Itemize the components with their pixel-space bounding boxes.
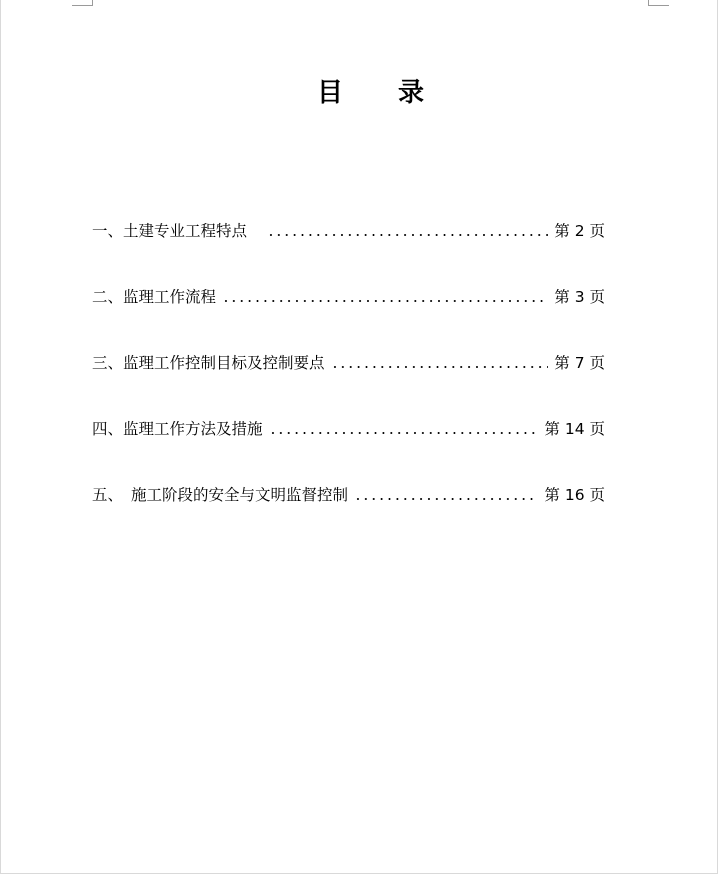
dot-leader bbox=[222, 300, 548, 302]
toc-entry-prefix: 二、 bbox=[92, 288, 124, 306]
toc-entry-page: 第 16 页 bbox=[544, 486, 605, 504]
toc-entry-label bbox=[92, 218, 261, 245]
toc-entry[interactable] bbox=[92, 482, 605, 509]
dot-leader bbox=[269, 432, 539, 434]
crop-mark-left bbox=[72, 0, 93, 6]
toc-entry-prefix: 三、 bbox=[92, 354, 124, 372]
toc-entry[interactable] bbox=[92, 284, 605, 311]
toc-entry-prefix: 五、 bbox=[92, 486, 124, 504]
dot-leader bbox=[267, 234, 548, 236]
toc-entry-label bbox=[92, 350, 325, 377]
toc-entry-prefix: 一、 bbox=[92, 222, 124, 240]
toc-entry-text: 监理工作方法及措施 bbox=[123, 420, 263, 438]
dot-leader bbox=[354, 498, 538, 500]
toc-entry[interactable] bbox=[92, 416, 605, 443]
toc-entry-text: 土建专业工程特点 bbox=[123, 222, 248, 240]
page-title bbox=[1, 72, 718, 109]
toc-entry-page: 第 3 页 bbox=[554, 288, 605, 306]
toc-entry-text: 监理工作控制目标及控制要点 bbox=[123, 354, 325, 372]
toc-entry-text: 监理工作流程 bbox=[123, 288, 217, 306]
dot-leader bbox=[331, 366, 549, 368]
toc-entry-label bbox=[92, 482, 348, 509]
toc-entry-page: 第 2 页 bbox=[554, 222, 605, 240]
toc-entry-page: 第 7 页 bbox=[554, 354, 605, 372]
title-char-1: 目 bbox=[316, 78, 344, 108]
toc-entry-text: 施工阶段的安全与文明监督控制 bbox=[131, 486, 349, 504]
toc-entry-page: 第 14 页 bbox=[544, 420, 605, 438]
toc-entry-label bbox=[92, 284, 216, 311]
toc-entry[interactable] bbox=[92, 350, 605, 377]
toc-entry-prefix: 四、 bbox=[92, 420, 124, 438]
title-char-2: 录 bbox=[398, 78, 426, 108]
crop-mark-right bbox=[648, 0, 669, 6]
toc-entry[interactable] bbox=[92, 218, 605, 245]
toc-entry-label bbox=[92, 416, 263, 443]
table-of-contents bbox=[92, 218, 605, 548]
